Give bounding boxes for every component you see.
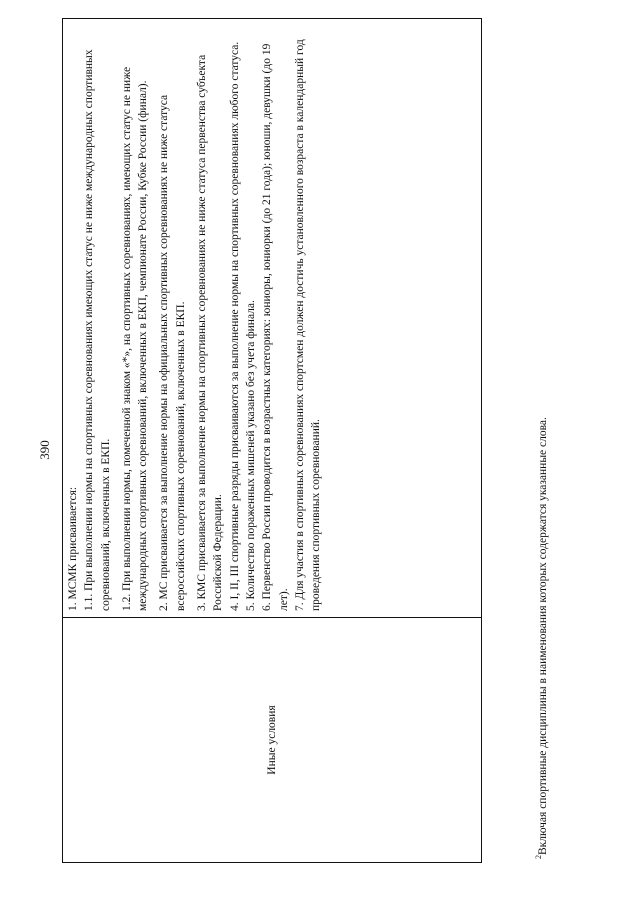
condition-item: 3. КМС присваивается за выполнение нормы на спортивных соревнованиях не ниже статуса первенства субъекта Российской Федерации. [196,54,225,611]
conditions-table [62,18,482,863]
table-row [63,19,482,863]
footnote [535,99,551,859]
condition-item: 5. Количество пораженных мишеней указано без учета финала. [244,300,257,611]
condition-item: 4. I, II, III спортивные разряды присваиваются за выполнение нормы на спортивных соревнованиях любого статуса. [228,41,241,611]
footnote-marker: 2 [534,855,544,859]
condition-item: 2. МС присваивается за выполнение нормы на официальных спортивных соревнованиях не ниже статуса всероссийских спортивных соревнований, включенных в ЕКП. [158,94,187,611]
condition-item: 7. Для участия в спортивных соревнованиях спортсмен должен достичь установленного возраста в календарный год проведения спортивных соревнований. [293,39,323,611]
condition-item: 1.2. При выполнении нормы, помеченной знаком «*», на спортивных соревнованиях, имеющих статус не ниже международных спортивных соревнований, включенных в ЕКП, чемпионате России, Кубке России (финал). [120,66,150,611]
page-number: 390 [37,440,52,460]
condition-item: 6. Первенство России проводится в возрастных категориях: юниоры, юниорки (до 21 года); юноши, девушки (до 19 лет). [261,43,290,611]
condition-item: 1.1. При выполнении нормы на спортивных соревнованиях имеющих статус не ниже международных спортивных соревнований, включенных в ЕКП. [83,49,112,611]
footnote-text: Включая спортивные дисциплины в наименования которых содержатся указанные слова. [537,417,549,855]
condition-item: 1. МСМК присваивается: [67,486,79,611]
conditions-cell [63,19,482,618]
row-heading: Иные условия [63,618,482,863]
